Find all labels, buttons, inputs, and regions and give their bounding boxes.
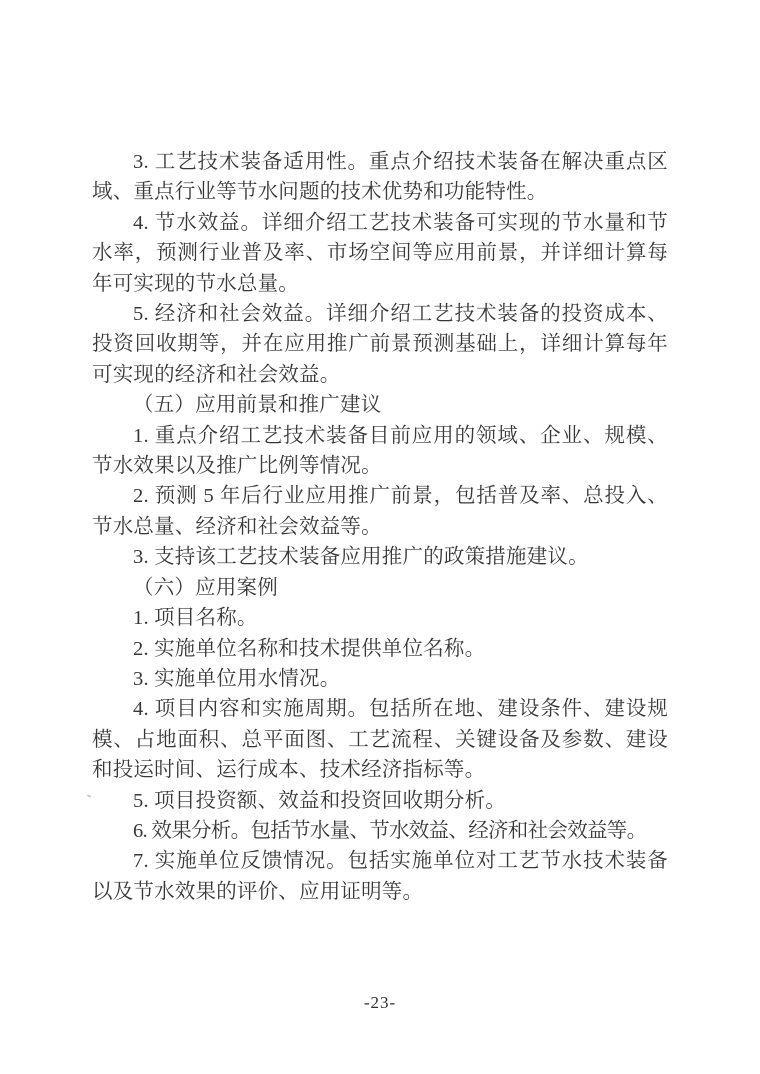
paragraph-item-4-project-content: 4. 项目内容和实施周期。包括所在地、建设条件、建设规模、占地面积、总平面图、工艺流程、关键设备及参数、建设和投运时间、运行成本、技术经济指标等。 <box>92 698 668 782</box>
page-number: -23- <box>363 993 397 1012</box>
section-heading-6-application-cases: （六）应用案例 <box>133 576 278 599</box>
scan-noise-speck <box>87 794 91 798</box>
paragraph-item-4-water-saving-benefit: 4. 节水效益。详细介绍工艺技术装备可实现的节水量和节水率，预测行业普及率、市场空间等应用前景，并详细计算每年可实现的节水总量。 <box>92 211 668 295</box>
paragraph-item-1-project-name: 1. 项目名称。 <box>133 607 258 630</box>
paragraph-item-6-effect-analysis: 6. 效果分析。包括节水量、节水效益、经济和社会效益等。 <box>133 819 647 842</box>
paragraph-item-5-economic-social-benefit: 5. 经济和社会效益。详细介绍工艺技术装备的投资成本、投资回收期等，并在应用推广前景预测基础上，详细计算每年可实现的经济和社会效益。 <box>92 303 668 386</box>
paragraph-item-3-policy-suggestions: 3. 支持该工艺技术装备应用推广的政策措施建议。 <box>133 546 589 569</box>
paragraph-item-3-applicability: 3. 工艺技术装备适用性。重点介绍技术装备在解决重点区域、重点行业等节水问题的技术优势和功能特性。 <box>92 151 668 204</box>
section-heading-5-application-prospects: （五）应用前景和推广建议 <box>133 394 382 417</box>
document-body <box>92 147 668 907</box>
paragraph-item-3-water-usage: 3. 实施单位用水情况。 <box>133 667 341 690</box>
paragraph-item-2-unit-names: 2. 实施单位名称和技术提供单位名称。 <box>133 637 486 660</box>
paragraph-item-7-unit-feedback: 7. 实施单位反馈情况。包括实施单位对工艺节水技术装备以及节水效果的评价、应用证明等。 <box>92 850 668 903</box>
paragraph-item-5-investment-analysis: 5. 项目投资额、效益和投资回收期分析。 <box>133 789 506 812</box>
paragraph-item-1-current-application: 1. 重点介绍工艺技术装备目前应用的领域、企业、规模、节水效果以及推广比例等情况。 <box>92 424 668 478</box>
paragraph-item-2-five-year-forecast: 2. 预测 5 年后行业应用推广前景，包括普及率、总投入、节水总量、经济和社会效益等。 <box>92 485 668 538</box>
